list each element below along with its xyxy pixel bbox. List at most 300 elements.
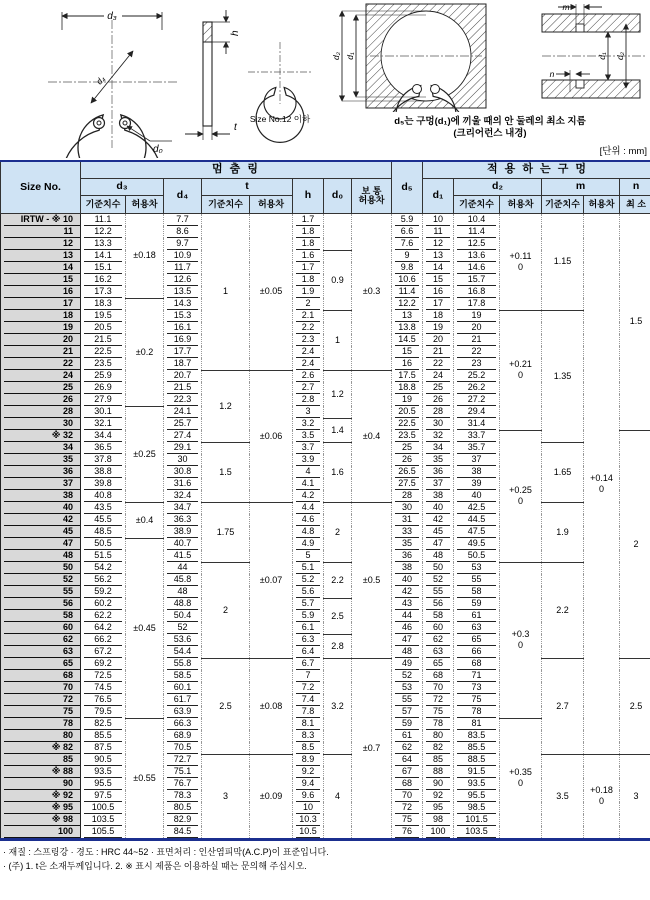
size-cell: 13 xyxy=(1,250,81,262)
value-cell-d3: 90.5 xyxy=(81,754,126,766)
value-cell-d1: 13 xyxy=(423,250,454,262)
value-cell-d5: 67 xyxy=(392,766,423,778)
value-cell-d1: 30 xyxy=(423,418,454,430)
header-size-no: Size No. xyxy=(1,161,81,214)
value-cell-h: 4 xyxy=(293,466,324,478)
value-cell-d2: 73 xyxy=(454,682,500,694)
dim-label-h: h xyxy=(230,30,241,36)
value-cell-d4: 54.4 xyxy=(164,646,202,658)
header-d3-basic: 기준치수 xyxy=(81,196,126,214)
value-cell-d5: 10.6 xyxy=(392,274,423,286)
value-cell-d5: 44 xyxy=(392,610,423,622)
header-d1: d₁ xyxy=(423,179,454,214)
dim-label-d4: d₄ xyxy=(94,73,107,87)
value-cell-d4: 27.4 xyxy=(164,430,202,442)
merged-cell-d0: 2.2 xyxy=(324,562,352,598)
value-cell-d3: 18.3 xyxy=(81,298,126,310)
value-cell-d1: 100 xyxy=(423,826,454,840)
value-cell-d4: 72.7 xyxy=(164,754,202,766)
value-cell-d3: 27.9 xyxy=(81,394,126,406)
value-cell-h: 7.8 xyxy=(293,706,324,718)
size-cell: 78 xyxy=(1,718,81,730)
value-cell-d2: 81 xyxy=(454,718,500,730)
value-cell-d2: 55 xyxy=(454,574,500,586)
value-cell-d5: 57 xyxy=(392,706,423,718)
value-cell-d4: 14.3 xyxy=(164,298,202,310)
size-cell: 72 xyxy=(1,694,81,706)
merged-cell-m: 1.35 xyxy=(542,310,584,442)
merged-cell-tol3: ±0.25 xyxy=(126,406,164,502)
value-cell-d4: 60.1 xyxy=(164,682,202,694)
value-cell-d3: 74.5 xyxy=(81,682,126,694)
header-normal-tol: 보 통 허용차 xyxy=(352,179,392,214)
header-m-tol: 허용차 xyxy=(584,196,620,214)
value-cell-d5: 7.6 xyxy=(392,238,423,250)
value-cell-d2: 68 xyxy=(454,658,500,670)
value-cell-d4: 25.7 xyxy=(164,418,202,430)
value-cell-d3: 60.2 xyxy=(81,598,126,610)
value-cell-d2: 91.5 xyxy=(454,766,500,778)
value-cell-d5: 36 xyxy=(392,550,423,562)
value-cell-d4: 13.5 xyxy=(164,286,202,298)
value-cell-d1: 15 xyxy=(423,274,454,286)
value-cell-d4: 9.7 xyxy=(164,238,202,250)
value-cell-d1: 38 xyxy=(423,490,454,502)
dim-label-d1: d₁ xyxy=(345,52,355,60)
value-cell-h: 5 xyxy=(293,550,324,562)
merged-cell-m: 1.15 xyxy=(542,214,584,311)
size-cell: 15 xyxy=(1,274,81,286)
merged-cell-tolt: ±0.09 xyxy=(250,754,293,840)
ring-front-and-side-drawing xyxy=(0,0,330,158)
size-cell: 62 xyxy=(1,634,81,646)
header-h: h xyxy=(293,179,324,214)
installed-ring-drawing-block xyxy=(330,0,650,158)
size-cell: 12 xyxy=(1,238,81,250)
value-cell-d3: 21.5 xyxy=(81,334,126,346)
bore-wall-bottom xyxy=(542,80,640,98)
value-cell-d1: 24 xyxy=(423,370,454,382)
value-cell-d3: 50.5 xyxy=(81,538,126,550)
value-cell-h: 8.9 xyxy=(293,754,324,766)
size-cell: 18 xyxy=(1,310,81,322)
value-cell-d2: 78 xyxy=(454,706,500,718)
size-cell: 14 xyxy=(1,262,81,274)
header-d2-basic: 기준치수 xyxy=(454,196,500,214)
value-cell-d3: 34.4 xyxy=(81,430,126,442)
table-row xyxy=(1,502,650,514)
value-cell-h: 10 xyxy=(293,802,324,814)
value-cell-d4: 70.5 xyxy=(164,742,202,754)
value-cell-d4: 24.1 xyxy=(164,406,202,418)
value-cell-d2: 88.5 xyxy=(454,754,500,766)
unit-label: [단위 : mm] xyxy=(599,146,647,157)
dim-label-d0: d₀ xyxy=(153,144,163,155)
size-cell: ※ 32 xyxy=(1,430,81,442)
value-cell-d5: 23.5 xyxy=(392,430,423,442)
value-cell-d2: 101.5 xyxy=(454,814,500,826)
value-cell-d3: 67.2 xyxy=(81,646,126,658)
merged-cell-tol3: ±0.18 xyxy=(126,214,164,299)
value-cell-d1: 72 xyxy=(423,694,454,706)
header-d3: d₃ xyxy=(81,179,164,196)
merged-cell-tol3: ±0.2 xyxy=(126,298,164,406)
value-cell-d5: 17.5 xyxy=(392,370,423,382)
merged-cell-d0: 3.2 xyxy=(324,658,352,754)
ring-lug xyxy=(431,85,440,94)
value-cell-d3: 45.5 xyxy=(81,514,126,526)
table-header xyxy=(1,161,650,214)
value-cell-d1: 92 xyxy=(423,790,454,802)
value-cell-d3: 19.5 xyxy=(81,310,126,322)
merged-cell-tolm: +0.18 0 xyxy=(584,754,620,840)
value-cell-d3: 105.5 xyxy=(81,826,126,840)
header-d2-tol: 허용차 xyxy=(500,196,542,214)
size-cell: IRTW - ※ 10 xyxy=(1,214,81,227)
merged-cell-tolt: ±0.07 xyxy=(250,502,293,658)
value-cell-h: 1.8 xyxy=(293,226,324,238)
value-cell-d2: 20 xyxy=(454,322,500,334)
value-cell-d5: 5.9 xyxy=(392,214,423,227)
size-cell: 37 xyxy=(1,478,81,490)
value-cell-d2: 65 xyxy=(454,634,500,646)
value-cell-d1: 36 xyxy=(423,466,454,478)
size-cell: 58 xyxy=(1,610,81,622)
merged-cell-told2: +0.25 0 xyxy=(500,430,542,562)
ring-lug xyxy=(413,85,422,94)
merged-cell-t: 1.2 xyxy=(202,370,250,442)
value-cell-d1: 12 xyxy=(423,238,454,250)
value-cell-h: 9.6 xyxy=(293,790,324,802)
value-cell-h: 5.2 xyxy=(293,574,324,586)
value-cell-d1: 45 xyxy=(423,526,454,538)
merged-cell-toln: ±0.4 xyxy=(352,370,392,502)
value-cell-d5: 70 xyxy=(392,790,423,802)
value-cell-d2: 14.6 xyxy=(454,262,500,274)
header-group-ring: 멈 춤 링 xyxy=(81,161,392,179)
size-cell: 34 xyxy=(1,442,81,454)
value-cell-d2: 58 xyxy=(454,586,500,598)
merged-cell-t: 1.5 xyxy=(202,442,250,502)
value-cell-d3: 26.9 xyxy=(81,382,126,394)
table-body xyxy=(1,214,650,840)
merged-cell-t: 1 xyxy=(202,214,250,371)
value-cell-d5: 55 xyxy=(392,694,423,706)
value-cell-d1: 56 xyxy=(423,598,454,610)
header-t-tol: 허용차 xyxy=(250,196,293,214)
value-cell-d5: 26.5 xyxy=(392,466,423,478)
value-cell-d2: 12.5 xyxy=(454,238,500,250)
value-cell-h: 2.4 xyxy=(293,346,324,358)
merged-cell-d0: 2.5 xyxy=(324,598,352,634)
value-cell-d2: 66 xyxy=(454,646,500,658)
value-cell-d1: 34 xyxy=(423,442,454,454)
value-cell-d4: 84.5 xyxy=(164,826,202,840)
value-cell-d4: 75.1 xyxy=(164,766,202,778)
value-cell-d5: 22.5 xyxy=(392,418,423,430)
value-cell-d1: 60 xyxy=(423,622,454,634)
value-cell-d3: 56.2 xyxy=(81,574,126,586)
value-cell-d2: 61 xyxy=(454,610,500,622)
value-cell-d4: 48.8 xyxy=(164,598,202,610)
bore-wall-top xyxy=(542,14,640,32)
value-cell-d3: 85.5 xyxy=(81,730,126,742)
value-cell-h: 10.3 xyxy=(293,814,324,826)
size-cell: 36 xyxy=(1,466,81,478)
size-cell: 55 xyxy=(1,586,81,598)
value-cell-d2: 17.8 xyxy=(454,298,500,310)
merged-cell-told2: +0.35 0 xyxy=(500,718,542,840)
value-cell-h: 2.4 xyxy=(293,358,324,370)
value-cell-d4: 30 xyxy=(164,454,202,466)
value-cell-d2: 83.5 xyxy=(454,730,500,742)
value-cell-d4: 38.9 xyxy=(164,526,202,538)
value-cell-d1: 40 xyxy=(423,502,454,514)
value-cell-d1: 75 xyxy=(423,706,454,718)
value-cell-d4: 41.5 xyxy=(164,550,202,562)
size-cell: 56 xyxy=(1,598,81,610)
size-cell: 26 xyxy=(1,394,81,406)
value-cell-d1: 98 xyxy=(423,814,454,826)
value-cell-d3: 16.2 xyxy=(81,274,126,286)
value-cell-h: 3 xyxy=(293,406,324,418)
value-cell-d5: 9 xyxy=(392,250,423,262)
value-cell-d2: 19 xyxy=(454,310,500,322)
value-cell-d2: 23 xyxy=(454,358,500,370)
value-cell-d3: 59.2 xyxy=(81,586,126,598)
size-cell: 45 xyxy=(1,526,81,538)
header-t: t xyxy=(202,179,293,196)
merged-cell-d0: 1.6 xyxy=(324,442,352,502)
value-cell-d5: 27.5 xyxy=(392,478,423,490)
header-m: m xyxy=(542,179,620,196)
value-cell-d5: 43 xyxy=(392,598,423,610)
value-cell-h: 2.7 xyxy=(293,382,324,394)
value-cell-h: 4.4 xyxy=(293,502,324,514)
value-cell-d3: 66.2 xyxy=(81,634,126,646)
size-cell: 75 xyxy=(1,706,81,718)
size-cell: ※ 82 xyxy=(1,742,81,754)
value-cell-h: 2 xyxy=(293,298,324,310)
value-cell-d1: 85 xyxy=(423,754,454,766)
value-cell-d3: 62.2 xyxy=(81,610,126,622)
value-cell-d4: 16.9 xyxy=(164,334,202,346)
value-cell-d4: 30.8 xyxy=(164,466,202,478)
value-cell-d3: 30.1 xyxy=(81,406,126,418)
merged-cell-t: 2.5 xyxy=(202,658,250,754)
ring-side-section xyxy=(203,22,212,42)
value-cell-h: 4.8 xyxy=(293,526,324,538)
value-cell-d2: 44.5 xyxy=(454,514,500,526)
value-cell-d1: 52 xyxy=(423,574,454,586)
merged-cell-toln: ±0.3 xyxy=(352,214,392,371)
value-cell-d5: 11.4 xyxy=(392,286,423,298)
value-cell-d1: 95 xyxy=(423,802,454,814)
value-cell-d4: 55.8 xyxy=(164,658,202,670)
value-cell-d5: 20.5 xyxy=(392,406,423,418)
value-cell-d1: 50 xyxy=(423,562,454,574)
value-cell-d1: 88 xyxy=(423,766,454,778)
value-cell-d2: 75 xyxy=(454,694,500,706)
value-cell-d4: 66.3 xyxy=(164,718,202,730)
value-cell-d3: 64.2 xyxy=(81,622,126,634)
value-cell-d5: 26 xyxy=(392,454,423,466)
header-d5: d₅ xyxy=(392,161,423,214)
merged-cell-d0: 0.9 xyxy=(324,250,352,310)
merged-cell-n: 1.5 xyxy=(620,214,650,431)
value-cell-d4: 44 xyxy=(164,562,202,574)
value-cell-d2: 95.5 xyxy=(454,790,500,802)
size-cell: ※ 88 xyxy=(1,766,81,778)
value-cell-d1: 47 xyxy=(423,538,454,550)
value-cell-d3: 20.5 xyxy=(81,322,126,334)
value-cell-h: 4.9 xyxy=(293,538,324,550)
value-cell-d4: 21.5 xyxy=(164,382,202,394)
value-cell-d2: 10.4 xyxy=(454,214,500,227)
value-cell-h: 5.1 xyxy=(293,562,324,574)
value-cell-d3: 15.1 xyxy=(81,262,126,274)
value-cell-h: 9.2 xyxy=(293,766,324,778)
header-group-hole: 적 용 하 는 구 멍 xyxy=(423,161,650,179)
merged-cell-toln: ±0.5 xyxy=(352,502,392,658)
value-cell-h: 6.1 xyxy=(293,622,324,634)
size-cell: 40 xyxy=(1,502,81,514)
value-cell-d5: 33 xyxy=(392,526,423,538)
value-cell-d3: 36.5 xyxy=(81,442,126,454)
lug-hole xyxy=(97,121,101,125)
size-cell: 24 xyxy=(1,370,81,382)
size-cell: 19 xyxy=(1,322,81,334)
value-cell-h: 3.9 xyxy=(293,454,324,466)
value-cell-d3: 13.3 xyxy=(81,238,126,250)
dim-label-d1-section: d₁ xyxy=(597,52,607,60)
value-cell-d1: 22 xyxy=(423,358,454,370)
size-cell: 70 xyxy=(1,682,81,694)
value-cell-h: 2.8 xyxy=(293,394,324,406)
merged-cell-m: 2.7 xyxy=(542,658,584,754)
header-d3-tol: 허용차 xyxy=(126,196,164,214)
dim-label-d2: d₂ xyxy=(331,52,341,60)
value-cell-h: 3.2 xyxy=(293,418,324,430)
value-cell-h: 8.1 xyxy=(293,718,324,730)
table-row xyxy=(1,658,650,670)
value-cell-d2: 49.5 xyxy=(454,538,500,550)
value-cell-h: 2.3 xyxy=(293,334,324,346)
value-cell-d3: 25.9 xyxy=(81,370,126,382)
value-cell-d2: 27.2 xyxy=(454,394,500,406)
merged-cell-d0: 2.8 xyxy=(324,634,352,658)
value-cell-d1: 20 xyxy=(423,334,454,346)
value-cell-d1: 55 xyxy=(423,586,454,598)
merged-cell-d0: 1.4 xyxy=(324,418,352,442)
value-cell-d3: 100.5 xyxy=(81,802,126,814)
value-cell-d4: 31.6 xyxy=(164,478,202,490)
value-cell-d5: 53 xyxy=(392,682,423,694)
value-cell-h: 1.7 xyxy=(293,262,324,274)
merged-cell-m: 1.9 xyxy=(542,502,584,562)
value-cell-d1: 58 xyxy=(423,610,454,622)
value-cell-d3: 17.3 xyxy=(81,286,126,298)
size-cell: 63 xyxy=(1,646,81,658)
value-cell-d5: 35 xyxy=(392,538,423,550)
value-cell-d2: 53 xyxy=(454,562,500,574)
value-cell-d5: 62 xyxy=(392,742,423,754)
value-cell-d2: 38 xyxy=(454,466,500,478)
value-cell-d1: 42 xyxy=(423,514,454,526)
value-cell-d4: 16.1 xyxy=(164,322,202,334)
value-cell-d1: 63 xyxy=(423,646,454,658)
size-cell: 38 xyxy=(1,490,81,502)
value-cell-h: 5.7 xyxy=(293,598,324,610)
installed-ring-drawing xyxy=(330,0,650,112)
size-cell: 11 xyxy=(1,226,81,238)
value-cell-d3: 40.8 xyxy=(81,490,126,502)
value-cell-d1: 28 xyxy=(423,406,454,418)
size-cell: 20 xyxy=(1,334,81,346)
value-cell-d4: 18.7 xyxy=(164,358,202,370)
value-cell-d4: 45.8 xyxy=(164,574,202,586)
value-cell-d1: 11 xyxy=(423,226,454,238)
value-cell-d1: 14 xyxy=(423,262,454,274)
value-cell-d2: 35.7 xyxy=(454,442,500,454)
size-cell: 80 xyxy=(1,730,81,742)
size-cell: 21 xyxy=(1,346,81,358)
value-cell-d3: 69.2 xyxy=(81,658,126,670)
value-cell-d4: 7.7 xyxy=(164,214,202,227)
value-cell-d4: 52 xyxy=(164,622,202,634)
header-d0: d₀ xyxy=(324,179,352,214)
value-cell-d3: 23.5 xyxy=(81,358,126,370)
value-cell-d3: 97.5 xyxy=(81,790,126,802)
value-cell-d2: 16.8 xyxy=(454,286,500,298)
merged-cell-told2: +0.21 0 xyxy=(500,310,542,430)
value-cell-d4: 48 xyxy=(164,586,202,598)
footer-notes xyxy=(0,841,650,873)
lug-hole xyxy=(123,121,127,125)
value-cell-d4: 17.7 xyxy=(164,346,202,358)
value-cell-d2: 29.4 xyxy=(454,406,500,418)
value-cell-d5: 46 xyxy=(392,622,423,634)
value-cell-d3: 38.8 xyxy=(81,466,126,478)
value-cell-d1: 70 xyxy=(423,682,454,694)
value-cell-d1: 17 xyxy=(423,298,454,310)
dim-label-d2-section: d₂ xyxy=(615,52,625,60)
value-cell-d4: 10.9 xyxy=(164,250,202,262)
merged-cell-t: 1.75 xyxy=(202,502,250,562)
merged-cell-told2: +0.11 0 xyxy=(500,214,542,311)
footer-note-material: · 재질 : 스프링강 · 경도 : HRC 44~52 · 표면처리 : 인산염피막(A.C.P)이 표준입니다. xyxy=(3,847,329,857)
value-cell-h: 4.2 xyxy=(293,490,324,502)
value-cell-d2: 25.2 xyxy=(454,370,500,382)
value-cell-d4: 76.7 xyxy=(164,778,202,790)
value-cell-d5: 49 xyxy=(392,658,423,670)
table-row xyxy=(1,442,650,454)
value-cell-d5: 19 xyxy=(392,394,423,406)
size-cell: 30 xyxy=(1,418,81,430)
value-cell-d4: 12.6 xyxy=(164,274,202,286)
value-cell-d4: 40.7 xyxy=(164,538,202,550)
merged-cell-tolt: ±0.05 xyxy=(250,214,293,371)
value-cell-d3: 76.5 xyxy=(81,694,126,706)
drawings-area xyxy=(0,0,650,160)
value-cell-d1: 35 xyxy=(423,454,454,466)
value-cell-h: 6.7 xyxy=(293,658,324,670)
header-m-basic: 기준치수 xyxy=(542,196,584,214)
merged-cell-d0: 1 xyxy=(324,310,352,370)
size-cell: 25 xyxy=(1,382,81,394)
size-cell: ※ 92 xyxy=(1,790,81,802)
merged-cell-m: 2.2 xyxy=(542,562,584,658)
